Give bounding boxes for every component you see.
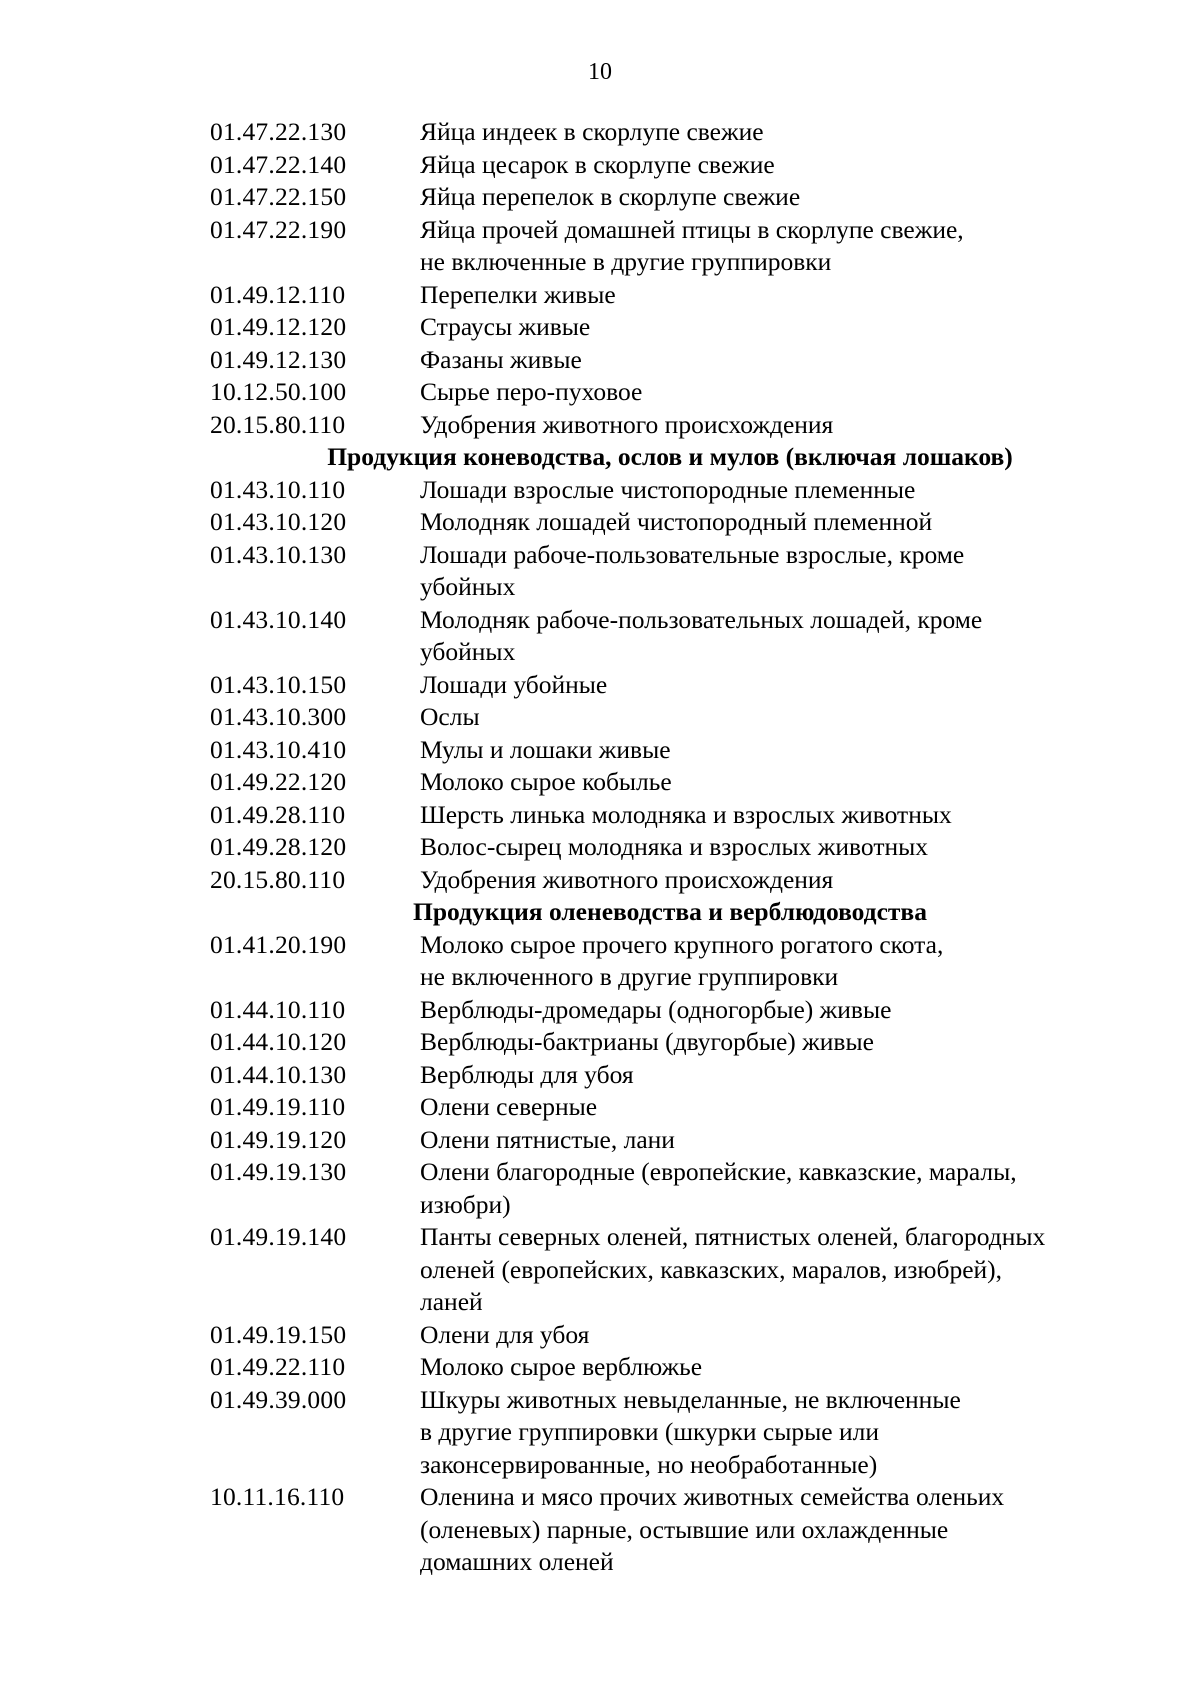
item-description	[420, 1124, 1130, 1157]
description-line: не включенного в другие группировки	[420, 962, 839, 991]
item-code: 01.47.22.150	[210, 182, 347, 211]
description-line: Панты северных оленей, пятнистых оленей, благородных	[420, 1222, 1046, 1251]
description-line: Мулы и лошаки живые	[420, 734, 671, 764]
item-description	[420, 279, 1130, 312]
description-line: Молоко сырое верблюжье	[420, 1352, 703, 1381]
description-line: в другие группировки (шкурки сырые или	[420, 1417, 879, 1446]
list-item	[210, 1384, 1130, 1482]
description-line: Страусы живые	[420, 312, 591, 341]
list-item	[210, 539, 1130, 604]
item-code: 20.15.80.110	[210, 409, 346, 439]
description-line: Верблюды для убоя	[420, 1059, 634, 1089]
item-code: 10.11.16.110	[210, 1482, 345, 1511]
item-code: 01.49.22.120	[210, 767, 347, 796]
list-item	[210, 149, 1130, 182]
page-number: 10	[588, 59, 612, 85]
description-line: Олени пятнистые, лани	[420, 1124, 675, 1154]
description-line: Волос-сырец молодняка и взрослых животных	[420, 832, 929, 861]
item-description	[420, 734, 1130, 767]
item-description	[420, 506, 1130, 539]
description-line: Яйца индеек в скорлупе свежие	[420, 117, 764, 146]
list-item	[210, 669, 1130, 702]
description-line: Яйца прочей домашней птицы в скорлупе свежие,	[420, 214, 964, 244]
description-line: (оленевых) парные, остывшие или охлажденные	[420, 1514, 949, 1544]
item-code: 01.41.20.190	[210, 929, 347, 959]
description-line: не включенные в другие группировки	[420, 247, 832, 276]
item-description	[420, 701, 1130, 734]
item-code: 01.43.10.110	[210, 474, 346, 504]
section-heading: Продукция оленеводства и верблюдоводства	[413, 897, 927, 926]
description-line: Ослы	[420, 702, 480, 731]
item-code: 01.44.10.110	[210, 994, 346, 1024]
list-item	[210, 1124, 1130, 1157]
description-line: Удобрения животного происхождения	[420, 409, 834, 439]
list-item	[210, 1026, 1130, 1059]
description-line: законсервированные, но необработанные)	[420, 1449, 878, 1479]
list-item	[210, 1481, 1130, 1579]
item-description	[420, 311, 1130, 344]
list-item	[210, 1221, 1130, 1319]
item-description	[420, 864, 1130, 897]
item-description	[420, 1221, 1130, 1319]
item-code: 01.47.22.130	[210, 117, 347, 146]
description-line: Верблюды-бактрианы (двугорбые) живые	[420, 1027, 874, 1056]
item-code: 01.43.10.300	[210, 702, 347, 731]
item-code: 01.49.28.120	[210, 832, 347, 861]
item-description	[420, 376, 1130, 409]
item-code: 01.49.12.130	[210, 344, 347, 374]
list-item	[210, 214, 1130, 279]
item-description	[420, 929, 1130, 994]
list-item	[210, 864, 1130, 897]
item-description	[420, 799, 1130, 832]
list-item	[210, 1091, 1130, 1124]
list-item	[210, 474, 1130, 507]
description-line: Оленина и мясо прочих животных семейства оленьих	[420, 1482, 1005, 1511]
item-code: 01.49.28.110	[210, 799, 346, 829]
list-item	[210, 344, 1130, 377]
item-code: 01.43.10.120	[210, 507, 347, 536]
item-code: 01.44.10.130	[210, 1059, 347, 1089]
item-description	[420, 669, 1130, 702]
item-code: 01.43.10.140	[210, 604, 347, 634]
item-description	[420, 539, 1130, 604]
item-description	[420, 474, 1130, 507]
description-line: ланей	[420, 1287, 483, 1316]
list-item	[210, 376, 1130, 409]
list-item	[210, 1319, 1130, 1352]
item-description	[420, 1156, 1130, 1221]
item-description	[420, 1319, 1130, 1352]
item-code: 01.43.10.150	[210, 669, 347, 699]
description-line: Лошади убойные	[420, 669, 608, 699]
description-line: домашних оленей	[420, 1547, 614, 1576]
item-description	[420, 149, 1130, 182]
list-item	[210, 311, 1130, 344]
description-line: Яйца перепелок в скорлупе свежие	[420, 182, 801, 211]
list-item	[210, 734, 1130, 767]
item-description	[420, 409, 1130, 442]
item-code: 01.49.19.150	[210, 1319, 347, 1349]
description-line: Верблюды-дромедары (одногорбые) живые	[420, 994, 892, 1024]
description-line: Фазаны живые	[420, 344, 582, 374]
list-item	[210, 506, 1130, 539]
item-description	[420, 1091, 1130, 1124]
description-line: оленей (европейских, кавказских, маралов, изюбрей),	[420, 1254, 1003, 1284]
description-line: Шкуры животных невыделанные, не включенные	[420, 1384, 961, 1414]
item-code: 01.47.22.140	[210, 149, 347, 179]
description-line: Яйца цесарок в скорлупе свежие	[420, 149, 775, 179]
list-item	[210, 116, 1130, 149]
description-line: Перепелки живые	[420, 279, 616, 309]
description-line: Олени для убоя	[420, 1319, 590, 1349]
item-description	[420, 766, 1130, 799]
item-description	[420, 1384, 1130, 1482]
classification-list	[210, 116, 1130, 1579]
section-heading: Продукция коневодства, ослов и мулов (включая лошаков)	[327, 442, 1013, 471]
item-code: 01.49.22.110	[210, 1352, 346, 1381]
description-line: Молоко сырое прочего крупного рогатого скота,	[420, 929, 944, 959]
item-code: 01.43.10.410	[210, 734, 347, 764]
item-code: 01.47.22.190	[210, 214, 347, 244]
item-code: 01.49.12.120	[210, 312, 347, 341]
item-code: 01.49.19.140	[210, 1222, 347, 1251]
item-code: 01.49.19.130	[210, 1157, 347, 1186]
list-item	[210, 831, 1130, 864]
list-item	[210, 994, 1130, 1027]
list-item	[210, 604, 1130, 669]
description-line: изюбри)	[420, 1189, 511, 1219]
list-item	[210, 409, 1130, 442]
description-line: Лошади взрослые чистопородные племенные	[420, 474, 916, 504]
description-line: Удобрения животного происхождения	[420, 864, 834, 894]
list-item	[210, 929, 1130, 994]
item-description	[420, 1059, 1130, 1092]
item-description	[420, 604, 1130, 669]
item-description	[420, 181, 1130, 214]
item-code: 01.44.10.120	[210, 1027, 347, 1056]
item-code: 01.49.12.110	[210, 279, 346, 309]
item-code: 01.49.19.120	[210, 1124, 347, 1154]
list-item	[210, 799, 1130, 832]
item-description	[420, 994, 1130, 1027]
item-description	[420, 1481, 1130, 1579]
description-line: убойных	[420, 637, 516, 666]
description-line: Молоко сырое кобылье	[420, 767, 672, 796]
list-item	[210, 279, 1130, 312]
list-item	[210, 1156, 1130, 1221]
description-line: Молодняк рабоче-пользовательных лошадей, кроме	[420, 604, 983, 634]
list-item	[210, 1351, 1130, 1384]
list-item	[210, 1059, 1130, 1092]
item-code: 10.12.50.100	[210, 377, 347, 406]
description-line: Лошади рабоче-пользовательные взрослые, кроме	[420, 539, 965, 569]
list-item	[210, 701, 1130, 734]
description-line: Олени северные	[420, 1092, 598, 1121]
item-description	[420, 344, 1130, 377]
description-line: Олени благородные (европейские, кавказские, маралы,	[420, 1157, 1017, 1186]
description-line: Сырье перо-пуховое	[420, 377, 643, 406]
description-line: Молодняк лошадей чистопородный племенной	[420, 507, 933, 536]
item-description	[420, 1026, 1130, 1059]
item-code: 01.49.39.000	[210, 1384, 347, 1414]
item-code: 20.15.80.110	[210, 864, 346, 894]
list-item	[210, 181, 1130, 214]
item-description	[420, 214, 1130, 279]
item-description	[420, 831, 1130, 864]
item-code: 01.43.10.130	[210, 539, 347, 569]
item-code: 01.49.19.110	[210, 1092, 346, 1121]
item-description	[420, 1351, 1130, 1384]
description-line: Шерсть линька молодняка и взрослых животных	[420, 799, 952, 829]
item-description	[420, 116, 1130, 149]
list-item	[210, 766, 1130, 799]
description-line: убойных	[420, 572, 516, 601]
